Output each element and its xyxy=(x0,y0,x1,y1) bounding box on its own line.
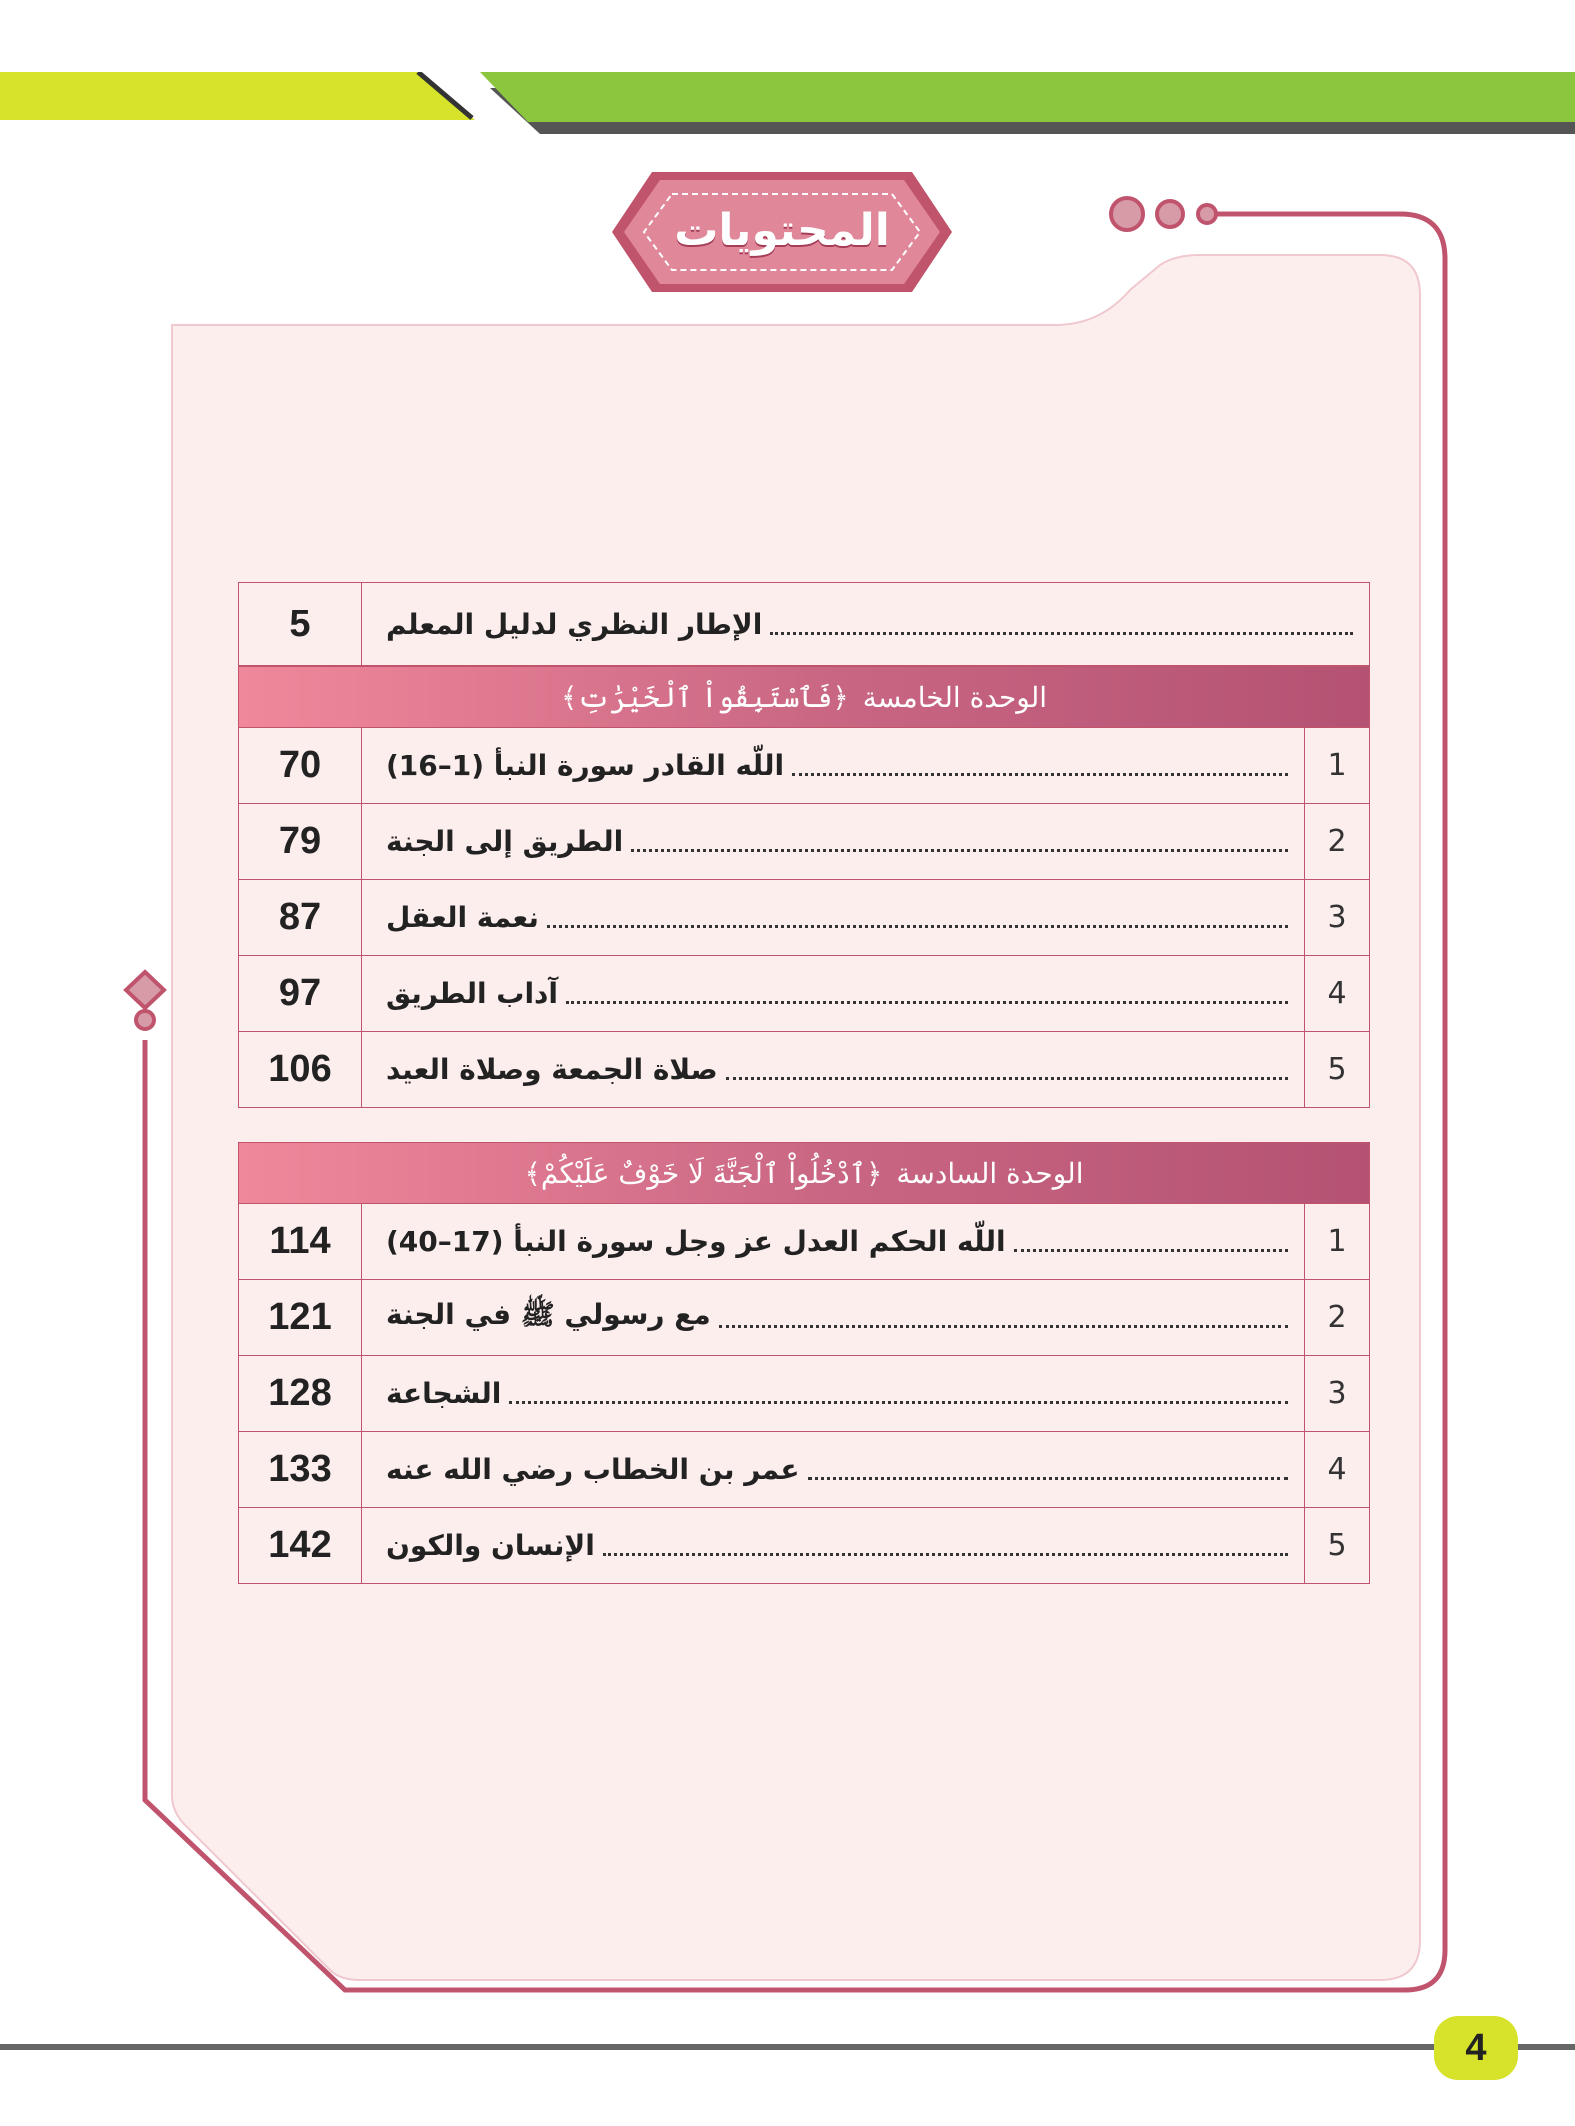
toc-title xyxy=(361,728,1304,803)
toc-title xyxy=(361,583,1369,665)
dot-leader xyxy=(631,849,1288,852)
toc-page: 70 xyxy=(278,744,322,786)
unit-name: الوحدة الخامسة xyxy=(862,680,1048,714)
lesson-number: 1 xyxy=(1304,1204,1369,1279)
toc-title xyxy=(361,1032,1304,1107)
dot-leader xyxy=(1014,1249,1288,1252)
toc-title-text: اللّه الحكم العدل عز وجل سورة النبأ (17–40) xyxy=(386,1225,1006,1258)
dot-leader xyxy=(808,1477,1288,1480)
lesson-number: 2 xyxy=(1304,804,1369,879)
toc-row-intro[interactable] xyxy=(238,582,1370,666)
toc-title xyxy=(361,1204,1304,1279)
lesson-number: 4 xyxy=(1304,1432,1369,1507)
toc-title xyxy=(361,880,1304,955)
dot-leader xyxy=(566,1001,1288,1004)
toc-row[interactable] xyxy=(238,880,1370,956)
lesson-number: 2 xyxy=(1304,1280,1369,1355)
toc-title xyxy=(361,804,1304,879)
toc-page: 5 xyxy=(289,602,311,645)
toc-page: 79 xyxy=(278,820,322,862)
toc-title xyxy=(361,1280,1304,1355)
toc-title-text: الشجاعة xyxy=(386,1377,502,1410)
toc-page: 142 xyxy=(268,1524,332,1566)
unit-header-5 xyxy=(238,666,1370,728)
dot-leader xyxy=(719,1325,1288,1328)
lesson-number: 3 xyxy=(1304,1356,1369,1431)
toc-page: 97 xyxy=(278,972,322,1014)
page-number-badge: 4 xyxy=(1434,2016,1518,2080)
toc-row[interactable] xyxy=(238,1432,1370,1508)
toc-title-text: نعمة العقل xyxy=(386,901,539,934)
toc-title-text: صلاة الجمعة وصلاة العيد xyxy=(386,1053,718,1086)
unit-header-6 xyxy=(238,1142,1370,1204)
unit-name: الوحدة السادسة xyxy=(896,1156,1084,1190)
dot-leader xyxy=(770,632,1353,635)
toc-row[interactable] xyxy=(238,1280,1370,1356)
toc-row[interactable] xyxy=(238,1204,1370,1280)
toc-title xyxy=(361,1432,1304,1507)
toc-row[interactable] xyxy=(238,1356,1370,1432)
toc-title-text: آداب الطريق xyxy=(386,977,559,1010)
lesson-number: 3 xyxy=(1304,880,1369,955)
toc-row[interactable] xyxy=(238,956,1370,1032)
toc-page: 133 xyxy=(268,1448,332,1490)
toc-title-text: الإطار النظري لدليل المعلم xyxy=(386,607,763,641)
unit-ayah: ﴿ٱدْخُلُواْ ٱلْجَنَّةَ لَا خَوْفٌ عَلَيْكُمْ﴾ xyxy=(524,1156,883,1190)
dot-leader xyxy=(603,1553,1288,1556)
lesson-number: 5 xyxy=(1304,1508,1369,1583)
toc-row[interactable] xyxy=(238,1032,1370,1108)
dot-leader xyxy=(547,925,1288,928)
diamond-ornament-left xyxy=(126,972,164,1029)
section-gap xyxy=(238,1108,1370,1142)
lesson-number: 4 xyxy=(1304,956,1369,1031)
toc-title xyxy=(361,1356,1304,1431)
toc-page: 87 xyxy=(278,896,322,938)
footer-line xyxy=(0,2044,1575,2050)
toc-page: 106 xyxy=(268,1048,332,1090)
table-of-contents xyxy=(238,582,1370,1584)
toc-title-text: عمر بن الخطاب رضي الله عنه xyxy=(386,1453,800,1486)
toc-title xyxy=(361,956,1304,1031)
dot-leader xyxy=(792,773,1288,776)
dot-leader xyxy=(726,1077,1288,1080)
unit-ayah: ﴿فَٱسْتَبِقُواْ ٱلْخَيْرَٰتِ﴾ xyxy=(560,680,849,714)
toc-page: 128 xyxy=(268,1372,332,1414)
toc-title-text: الطريق إلى الجنة xyxy=(386,825,624,858)
dot-leader xyxy=(509,1401,1288,1404)
lesson-number: 5 xyxy=(1304,1032,1369,1107)
toc-title xyxy=(361,1508,1304,1583)
toc-page: 114 xyxy=(269,1220,331,1262)
toc-title-text: الإنسان والكون xyxy=(386,1529,595,1562)
toc-row[interactable] xyxy=(238,1508,1370,1584)
toc-row[interactable] xyxy=(238,728,1370,804)
lesson-number: 1 xyxy=(1304,728,1369,803)
page-title: المحتويات xyxy=(674,204,890,256)
dots-ornament-top xyxy=(1111,198,1216,230)
toc-title-text: مع رسولي ﷺ في الجنة xyxy=(386,1297,711,1331)
toc-row[interactable] xyxy=(238,804,1370,880)
toc-page: 121 xyxy=(268,1296,332,1338)
toc-title-text: اللّه القادر سورة النبأ (1–16) xyxy=(386,749,785,782)
